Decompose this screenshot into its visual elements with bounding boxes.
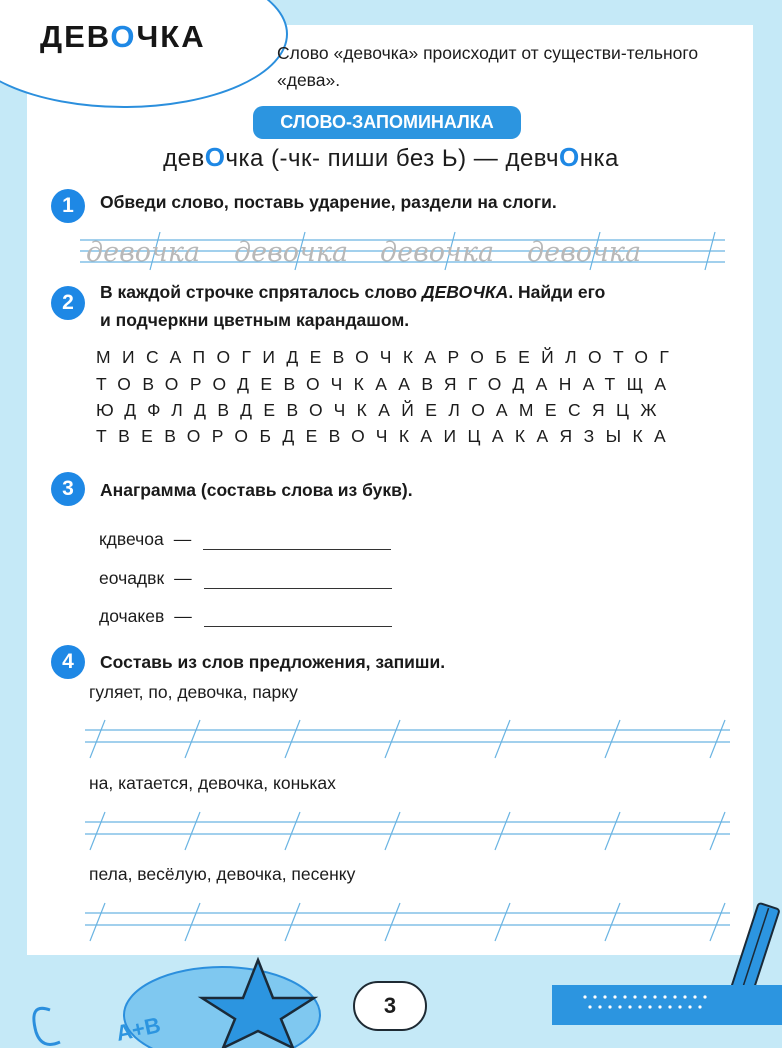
- cursive-practice-line: [80, 228, 730, 274]
- anagram-row: дочакев —: [99, 606, 392, 627]
- swirl-icon: [34, 1008, 60, 1044]
- title-accent-letter: О: [110, 19, 137, 54]
- word-set: пела, весёлую, девочка, песенку: [89, 864, 356, 884]
- answer-blank[interactable]: [204, 571, 392, 589]
- task-number-4: 4: [51, 645, 85, 679]
- task-4-text: Составь из слов предложения, запиши.: [100, 652, 446, 672]
- letter-row: МИСАПОГИДЕВОЧКАРОБЕЙЛОТОГ: [96, 347, 681, 367]
- page-number: 3: [353, 981, 427, 1031]
- task-2-text: В каждой строчке спряталось слово ДЕВОЧКА. Найди его и подчеркни цветным карандашом.: [100, 282, 606, 330]
- word-set: на, катается, девочка, коньках: [89, 773, 336, 793]
- writing-lines[interactable]: [85, 810, 735, 852]
- page-title: ДЕВОЧКА: [40, 19, 206, 54]
- sticker-text: A+B: [113, 1012, 163, 1046]
- anagram-row: еочадвк —: [99, 568, 392, 589]
- task-number-2: 2: [51, 286, 85, 320]
- intro-text: Слово «девочка» происходит от существи-тельного «дева».: [277, 43, 699, 90]
- footer-stripe: [552, 985, 782, 1025]
- task-number-1: 1: [51, 189, 85, 223]
- cursive-word: девочка: [234, 237, 349, 268]
- cursive-word: девочка: [380, 237, 495, 268]
- letter-row: ТОВОРОДЕВОЧКААВЯГОДАНАТЩА: [96, 374, 678, 394]
- letter-row: ЮДФЛДВДЕВОЧКАЙЕЛОАМЕСЯЦЖ: [96, 400, 668, 420]
- answer-blank[interactable]: [204, 609, 392, 627]
- task-1-text: Обведи слово, поставь ударение, раздели на слоги.: [100, 192, 557, 212]
- task-3-text: Анаграмма (составь слова из букв).: [100, 480, 413, 500]
- cursive-words: [86, 237, 641, 268]
- anagram-row: кдвечоа —: [99, 529, 391, 550]
- cursive-word: девочка: [527, 237, 642, 268]
- cursive-word: девочка: [86, 237, 201, 268]
- answer-blank[interactable]: [203, 532, 391, 550]
- letter-row: ТВЕВОРОБДЕВОЧКАИЦАКАЯЗЫКА: [96, 426, 678, 446]
- memo-label: СЛОВО-ЗАПОМИНАЛКА: [253, 106, 521, 139]
- memo-line: девОчка (-чк- пиши без Ь) — девчОнка: [163, 142, 619, 172]
- writing-lines[interactable]: [85, 718, 735, 760]
- writing-lines[interactable]: [85, 901, 735, 943]
- word-set: гуляет, по, девочка, парку: [89, 682, 298, 702]
- task-number-3: 3: [51, 472, 85, 506]
